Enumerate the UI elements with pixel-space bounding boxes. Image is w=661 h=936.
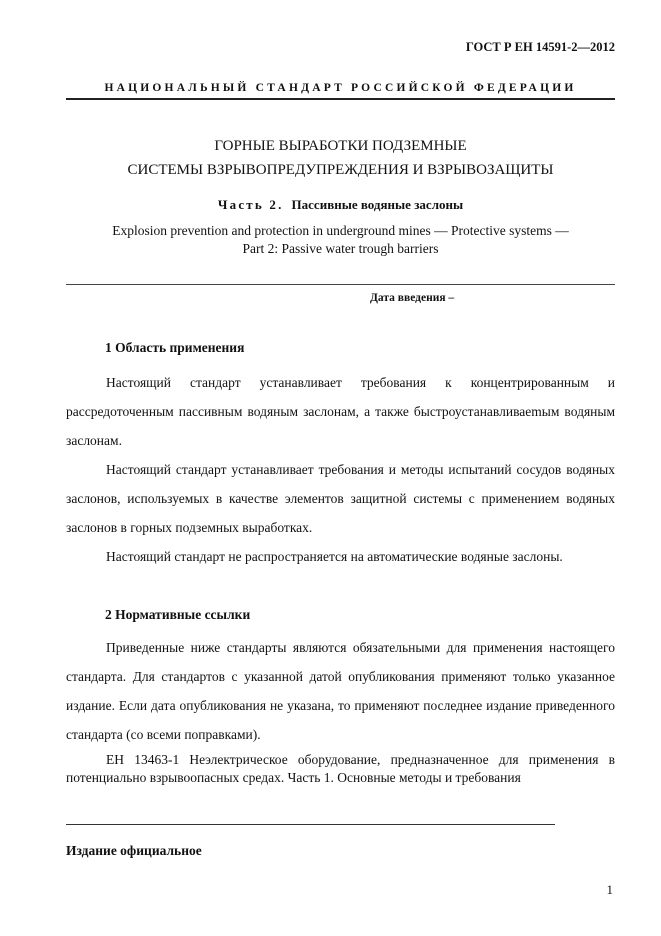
english-title-line-1: Explosion prevention and protection in underground mines — Protective systems — [112, 223, 569, 238]
document-title [66, 134, 615, 182]
header-divider [66, 98, 615, 100]
section-1-paragraph-1: Настоящий стандарт устанавливает требования к концентрированным и рассредоточенным пассивным водяным заслонам, а также быстроустанавливаеmым водяным заслонам. [66, 375, 615, 448]
part-label: Часть 2. [217, 197, 284, 212]
section-1-heading: 1 Область применения [105, 340, 245, 355]
official-edition-label: Издание официальное [66, 843, 202, 858]
section-2-heading: 2 Нормативные ссылки [105, 607, 251, 622]
page-number: 1 [606, 882, 613, 897]
section-1-paragraph-3: Настоящий стандарт не распространяется на автоматические водяные заслоны. [106, 549, 563, 564]
intro-date: Дата введения – [370, 292, 455, 304]
footer-divider [66, 824, 555, 825]
english-title-line-2: Part 2: Passive water trough barriers [242, 241, 439, 256]
part-name: Пассивные водяные заслоны [291, 197, 464, 212]
standard-number: ГОСТ Р ЕН 14591-2—2012 [465, 40, 615, 54]
title-line-2: СИСТЕМЫ ВЗРЫВОПРЕДУПРЕЖДЕНИЯ И ВЗРЫВОЗАЩИТЫ [127, 162, 554, 178]
english-title [66, 222, 615, 258]
national-standard-banner: НАЦИОНАЛЬНЫЙ СТАНДАРТ РОССИЙСКОЙ ФЕДЕРАЦИИ [104, 82, 577, 94]
title-line-1: ГОРНЫЕ ВЫРАБОТКИ ПОДЗЕМНЫЕ [214, 138, 467, 154]
section-1-paragraph-2: Настоящий стандарт устанавливает требования и методы испытаний сосудов водяных заслонов, используемых в качестве элементов защитной системы с применением водяных заслонов в горных подземных выработках. [66, 462, 615, 535]
part-title [66, 197, 615, 213]
title-divider [66, 284, 615, 285]
normative-reference-item: ЕН 13463-1 Неэлектрическое оборудование, предназначенное для применения в потенциально взрывоопасных средах. Часть 1. Основные методы и требования [66, 752, 615, 785]
section-2-paragraph-1: Приведенные ниже стандарты являются обязательными для применения настоящего стандарта. Для стандартов с указанной датой опубликования применяют только указанное издание. Если дата опубликования не указана, то применяют последнее издание приведенного стандарта (со всеми поправками). [66, 640, 615, 742]
